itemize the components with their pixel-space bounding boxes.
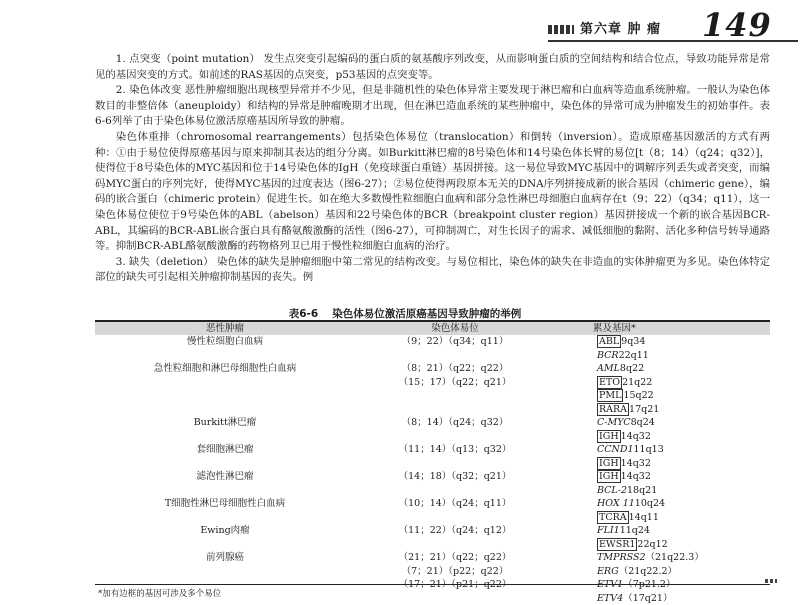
table-row — [95, 538, 770, 552]
gene-locus: 11q13 — [634, 444, 664, 455]
cell-gene — [597, 362, 644, 376]
gene-name: CCND1 — [597, 444, 634, 455]
table-row — [95, 524, 770, 538]
paragraph-point-mutation: 1. 点突变（point mutation） 发生点突变引起编码的蛋白质的氨基酸序列改变，从而影响蛋白质的空间结构和结合位点，导致功能异常是常见的基因突变的方式。如前述的RAS基因的点突变，p53基因的点突变等。 — [95, 52, 770, 83]
table-body — [95, 335, 770, 605]
gene-locus: 17q21 — [629, 404, 659, 415]
gene-locus: 10q24 — [635, 498, 665, 509]
cell-gene — [597, 565, 677, 579]
gene-name: BCL-2 — [597, 485, 627, 496]
cell-translocation: （7；21）（p22；q22） — [355, 565, 555, 579]
chapter-title: 第六章 肿 瘤 — [580, 18, 661, 37]
gene-locus: 15q22 — [623, 390, 653, 401]
gene-name: TCRA — [597, 511, 629, 524]
cell-gene — [597, 430, 651, 444]
cell-translocation: （11；14）（q13；q32） — [355, 443, 555, 457]
cell-tumor: 套细胞淋巴瘤 — [95, 443, 355, 457]
gene-locus: 14q32 — [621, 471, 651, 482]
cell-tumor: 滤泡性淋巴瘤 — [95, 470, 355, 484]
cell-translocation: （11；22）（q24；q12） — [355, 524, 555, 538]
cell-gene — [597, 389, 654, 403]
gene-name: ETV4 — [597, 593, 623, 604]
gene-name: ERG — [597, 566, 619, 577]
gene-locus: 22q11 — [619, 350, 649, 361]
table-row — [95, 362, 770, 376]
page-header — [0, 0, 800, 54]
gene-locus: 14q11 — [629, 512, 659, 523]
table-number: 表6-6 — [289, 308, 318, 320]
corner-mark — [765, 579, 777, 583]
paragraph-rearrangement: 染色体重排（chromosomal rearrangements）包括染色体易位（translocation）和倒转（inversion）。造成原癌基因激活的方式有两种：①由于易位使得原癌基因与原来抑制其表达的组分分离。如Burkitt淋巴瘤的8号染色体和14号染色体长臂的易位[t（8；14）（q24；q32）]，使得位于8号染色体的MYC基因和位于14号染色体的IgH（免疫球蛋白重链）基因拼接。这一易位导致MYC基因中的调解序列丢失或者突变，而编码MYC蛋白的序列完好，使得MYC基因的过度表达（图6-27）；②易位使得两段原本无关的DNA序列拼接成新的嵌合基因（chimeric gene），编码的嵌合蛋白（chimeric protein）促进生长。如在绝大多数慢性粒细胞白血病和部分急性淋巴母细胞白血病存在t（9；22）（q34；q11），这一染色体易位使位于9号染色体的ABL（abelson）基因和22号染色体的BCR（breakpoint cluster region）基因拼接成一个新的嵌合基因BCR-ABL，其编码的BCR-ABL嵌合蛋白具有酪氨酸激酶的活性（图6-27），可抑制凋亡，对生长因子的需求、减低细胞的黏附、活化多种信号转导通路等。抑制BCR-ABL酪氨酸激酶的药物格列卫已用于慢性粒细胞白血病的治疗。 — [95, 130, 770, 255]
cell-gene — [597, 484, 657, 498]
header-gene: 累及基因* — [593, 322, 636, 335]
table-row — [95, 443, 770, 457]
table-row — [95, 376, 770, 390]
cell-translocation: （14；18）（q32；q21） — [355, 470, 555, 484]
table-row — [95, 416, 770, 430]
table-bottom-rule — [95, 584, 770, 585]
gene-name: AML — [597, 363, 620, 374]
cell-gene — [597, 511, 659, 525]
cell-gene — [597, 335, 645, 349]
table-row — [95, 430, 770, 444]
table-row — [95, 511, 770, 525]
cell-gene — [597, 497, 665, 511]
gene-locus: 21q22 — [622, 377, 652, 388]
cell-gene — [597, 416, 655, 430]
cell-tumor: T细胞性淋巴母细胞性白血病 — [95, 497, 355, 511]
table-title: 染色体易位激活原癌基因导致肿瘤的举例 — [332, 308, 521, 320]
header-tumor: 恶性肿瘤 — [95, 322, 355, 335]
cell-gene — [597, 457, 651, 471]
table-header — [95, 322, 770, 335]
gene-locus: 22q12 — [637, 539, 667, 550]
gene-locus: （17q21） — [623, 593, 672, 604]
cell-gene — [597, 376, 652, 390]
cell-gene — [597, 538, 668, 552]
table-row — [95, 403, 770, 417]
table-row — [95, 497, 770, 511]
cell-gene — [597, 524, 650, 538]
gene-name: ABL — [597, 335, 621, 348]
table-row — [95, 335, 770, 349]
paragraph-chromosome-change: 2. 染色体改变 恶性肿瘤细胞出现核型异常并不少见，但是非随机性的染色体异常主要发现于淋巴瘤和白血病等造血系统肿瘤。一般认为染色体数目的非整倍体（aneuploidy）和结构的异常是肿瘤晚期才出现，但在淋巴造血系统的某些肿瘤中，染色体的异常可成为肿瘤发生的初始事件。表6-6列举了由于染色体易位激活原癌基因所导致的肿瘤。 — [95, 83, 770, 130]
gene-name: TMPRSS2 — [597, 552, 646, 563]
body-text — [95, 52, 770, 286]
table-row — [95, 457, 770, 471]
cell-gene — [597, 349, 649, 363]
cell-gene — [597, 592, 672, 605]
table-row — [95, 551, 770, 565]
gene-name: IGH — [597, 430, 621, 443]
cell-translocation: （8；14）（q24；q32） — [355, 416, 555, 430]
gene-name: ETO — [597, 376, 622, 389]
cell-gene — [597, 551, 704, 565]
gene-locus: 8q22 — [620, 363, 644, 374]
cell-translocation: （8；21）（q22；q22） — [355, 362, 555, 376]
cell-translocation: （9；22）（q34；q11） — [355, 335, 555, 349]
page-number: 149 — [702, 6, 772, 44]
gene-name: C-MYC — [597, 417, 631, 428]
table-row — [95, 470, 770, 484]
table-caption — [95, 306, 715, 321]
gene-locus: 18q21 — [627, 485, 657, 496]
gene-name: BCR — [597, 350, 619, 361]
gene-name: EWSR1 — [597, 538, 637, 551]
gene-locus: （21q22.2） — [619, 566, 677, 577]
cell-tumor: Ewing肉瘤 — [95, 524, 355, 538]
gene-name: HOX 11 — [597, 498, 635, 509]
table-footnote: *加有边框的基因可涉及多个易位 — [98, 587, 221, 599]
cell-translocation: （10；14）（q24；q11） — [355, 497, 555, 511]
gene-name: IGH — [597, 457, 621, 470]
gene-locus: 11q24 — [620, 525, 650, 536]
gene-name: PML — [597, 389, 623, 402]
cell-gene — [597, 443, 664, 457]
table-row — [95, 484, 770, 498]
gene-locus: 14q32 — [621, 431, 651, 442]
paragraph-deletion: 3. 缺失（deletion） 染色体的缺失是肿瘤细胞中第二常见的结构改变。与易位相比，染色体的缺失在非造血的实体肿瘤更为多见。染色体特定部位的缺失可引起相关肿瘤抑制基因的丧失。例 — [95, 255, 770, 286]
cell-tumor: 慢性粒细胞白血病 — [95, 335, 355, 349]
gene-name: RARA — [597, 403, 629, 416]
gene-name: IGH — [597, 470, 621, 483]
cell-tumor: Burkitt淋巴瘤 — [95, 416, 355, 430]
gene-locus: 8q24 — [631, 417, 655, 428]
gene-name: FLI1 — [597, 525, 620, 536]
cell-tumor: 急性粒细胞和淋巴母细胞性白血病 — [95, 362, 355, 376]
cell-gene — [597, 403, 659, 417]
table-row — [95, 349, 770, 363]
cell-gene — [597, 470, 651, 484]
header-translocation: 染色体易位 — [355, 322, 555, 335]
gene-locus: （21q22.3） — [646, 552, 704, 563]
gene-locus: 14q32 — [621, 458, 651, 469]
cell-tumor: 前列腺癌 — [95, 551, 355, 565]
gene-locus: 9q34 — [621, 336, 645, 347]
header-decoration — [548, 25, 574, 34]
cell-translocation: （15；17）（q22；q21） — [355, 376, 555, 390]
table-row — [95, 389, 770, 403]
cell-translocation: （21；21）（q22；q22） — [355, 551, 555, 565]
table-row — [95, 565, 770, 579]
